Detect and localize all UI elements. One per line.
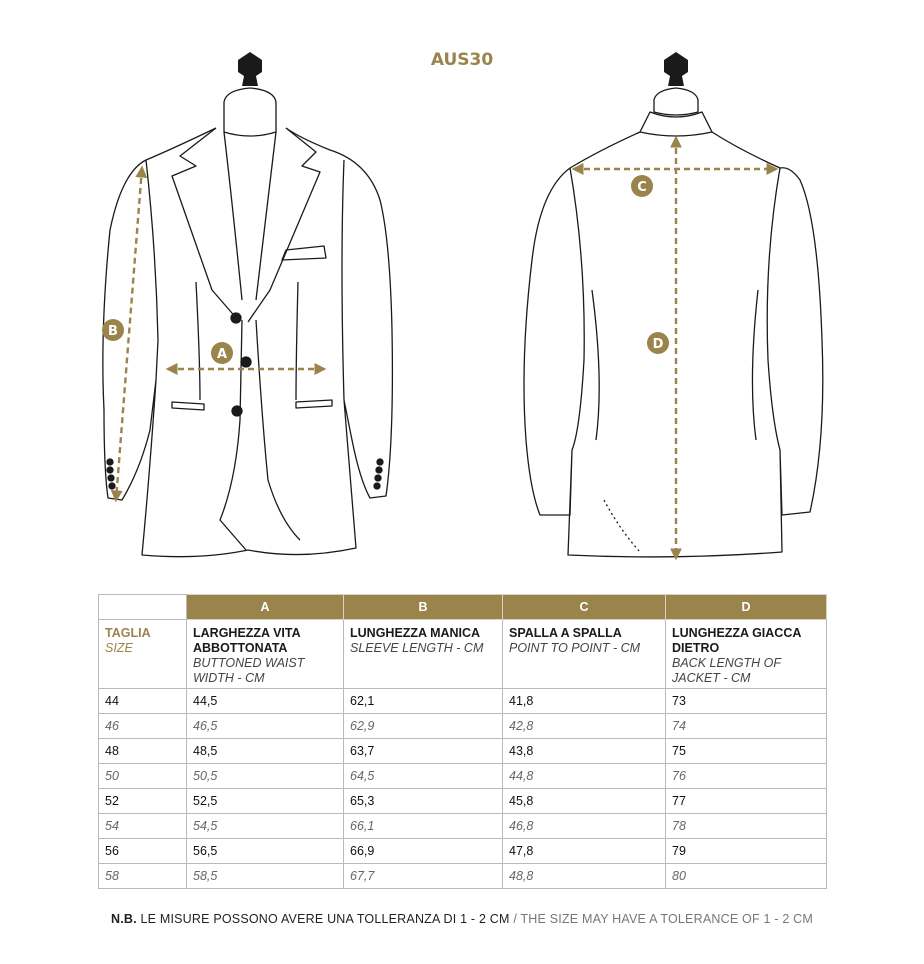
- col-d-cell: 76: [666, 764, 827, 789]
- back-jacket-drawing: [524, 52, 823, 557]
- size-header-it: TAGLIA: [105, 626, 151, 640]
- col-c-cell: 41,8: [503, 689, 666, 714]
- header-a-it: LARGHEZZA VITA ABBOTTONATA: [193, 626, 301, 655]
- col-c-cell: 48,8: [503, 864, 666, 889]
- header-c-en: POINT TO POINT - CM: [509, 641, 641, 655]
- note-separator: /: [513, 912, 517, 926]
- note-prefix: N.B.: [111, 912, 137, 926]
- marker-d: [647, 332, 669, 354]
- col-d-cell: 79: [666, 839, 827, 864]
- front-jacket-drawing: [103, 52, 393, 557]
- col-b-cell: 67,7: [344, 864, 503, 889]
- column-letter-a: A: [187, 595, 344, 620]
- table-row: [99, 714, 827, 739]
- marker-c: [631, 175, 653, 197]
- col-a-cell: 46,5: [187, 714, 344, 739]
- header-c-it: SPALLA A SPALLA: [509, 626, 622, 640]
- col-d-cell: 74: [666, 714, 827, 739]
- col-a-cell: 48,5: [187, 739, 344, 764]
- col-b-cell: 64,5: [344, 764, 503, 789]
- header-a-cell: [187, 620, 344, 689]
- blank-corner-cell: [99, 595, 187, 620]
- table-row: [99, 764, 827, 789]
- mannequin-knob-back: [664, 52, 688, 86]
- col-b-cell: 65,3: [344, 789, 503, 814]
- size-header-en: SIZE: [105, 641, 133, 655]
- header-d-it: LUNGHEZZA GIACCA DIETRO: [672, 626, 801, 655]
- note-en: THE SIZE MAY HAVE A TOLERANCE OF 1 - 2 CM: [517, 912, 813, 926]
- col-a-cell: 50,5: [187, 764, 344, 789]
- size-cell: 56: [99, 839, 187, 864]
- note-it: LE MISURE POSSONO AVERE UNA TOLLERANZA DI 1 - 2 CM: [136, 912, 514, 926]
- col-b-cell: 62,1: [344, 689, 503, 714]
- column-letter-row: [99, 595, 827, 620]
- header-b-cell: [344, 620, 503, 689]
- marker-b-label: B: [108, 324, 118, 339]
- column-letter-b: B: [344, 595, 503, 620]
- size-chart-table: [98, 594, 827, 889]
- col-c-cell: 46,8: [503, 814, 666, 839]
- header-a-en: BUTTONED WAIST WIDTH - CM: [193, 656, 305, 685]
- col-d-cell: 78: [666, 814, 827, 839]
- size-cell: 50: [99, 764, 187, 789]
- marker-a-label: A: [216, 347, 228, 362]
- col-b-cell: 66,1: [344, 814, 503, 839]
- table-row: [99, 789, 827, 814]
- col-c-cell: 43,8: [503, 739, 666, 764]
- column-letter-c: C: [503, 595, 666, 620]
- col-a-cell: 56,5: [187, 839, 344, 864]
- col-c-cell: 42,8: [503, 714, 666, 739]
- back-measurements: [574, 138, 776, 558]
- marker-d-label: D: [652, 337, 664, 352]
- col-c-cell: 47,8: [503, 839, 666, 864]
- col-a-cell: 44,5: [187, 689, 344, 714]
- col-c-cell: 45,8: [503, 789, 666, 814]
- column-letter-d: D: [666, 595, 827, 620]
- header-d-cell: [666, 620, 827, 689]
- model-code-title: AUS30: [430, 50, 494, 70]
- marker-b: [102, 319, 124, 341]
- table-row: [99, 689, 827, 714]
- size-header-cell: [99, 620, 187, 689]
- header-c-cell: [503, 620, 666, 689]
- table-row: [99, 864, 827, 889]
- col-a-cell: 58,5: [187, 864, 344, 889]
- col-d-cell: 77: [666, 789, 827, 814]
- col-d-cell: 73: [666, 689, 827, 714]
- table-row: [99, 739, 827, 764]
- size-cell: 48: [99, 739, 187, 764]
- marker-a: [211, 342, 233, 364]
- header-b-it: LUNGHEZZA MANICA: [350, 626, 481, 640]
- size-cell: 44: [99, 689, 187, 714]
- col-d-cell: 75: [666, 739, 827, 764]
- table-row: [99, 814, 827, 839]
- size-cell: 52: [99, 789, 187, 814]
- col-b-cell: 63,7: [344, 739, 503, 764]
- marker-c-label: C: [637, 180, 647, 195]
- col-a-cell: 54,5: [187, 814, 344, 839]
- column-header-row: [99, 620, 827, 689]
- header-b-en: SLEEVE LENGTH - CM: [350, 641, 484, 655]
- col-a-cell: 52,5: [187, 789, 344, 814]
- col-b-cell: 66,9: [344, 839, 503, 864]
- size-cell: 54: [99, 814, 187, 839]
- mannequin-knob-front: [238, 52, 262, 86]
- header-d-en: BACK LENGTH OF JACKET - CM: [672, 656, 781, 685]
- front-measurements: [116, 168, 324, 500]
- size-cell: 46: [99, 714, 187, 739]
- col-b-cell: 62,9: [344, 714, 503, 739]
- col-d-cell: 80: [666, 864, 827, 889]
- size-cell: 58: [99, 864, 187, 889]
- table-row: [99, 839, 827, 864]
- tolerance-note: [0, 912, 924, 926]
- col-c-cell: 44,8: [503, 764, 666, 789]
